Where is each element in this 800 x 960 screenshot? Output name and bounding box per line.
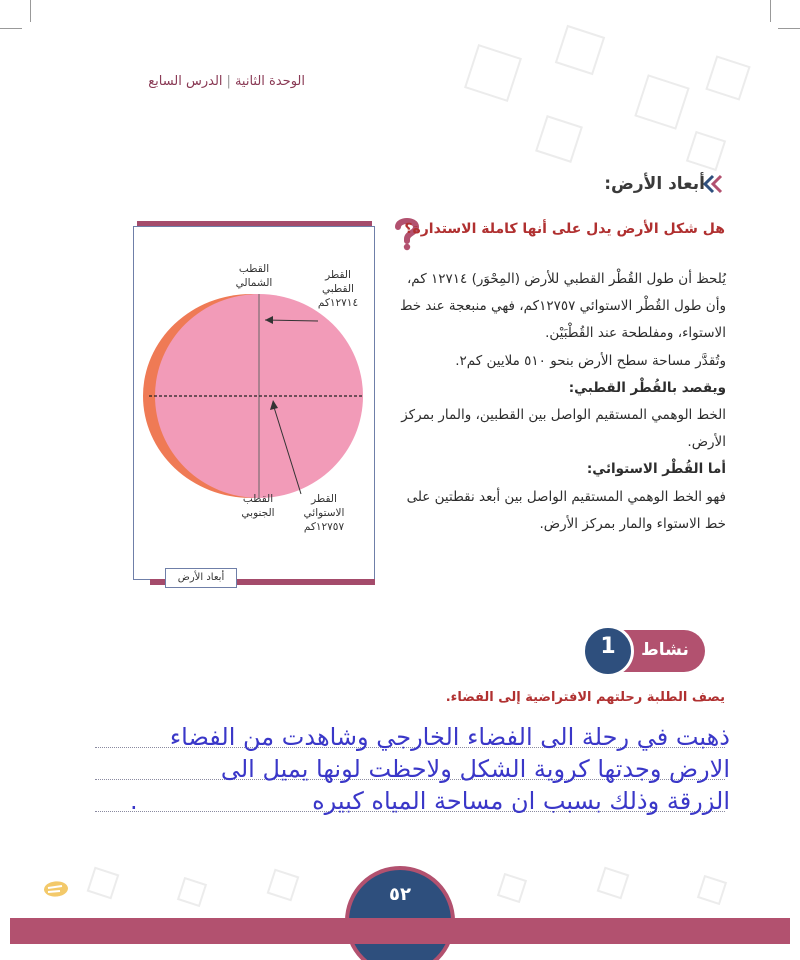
equatorial-diameter-definition: فهو الخط الوهمي المستقيم الواصل بين أبعد نقطتين على خط الاستواء والمار بمركز الأرض. xyxy=(406,488,726,532)
header-lesson: الدرس السابع xyxy=(148,74,223,89)
decor-square xyxy=(705,55,750,100)
activity-label: نشاط xyxy=(641,640,689,660)
north-pole-label: القطب الشمالي xyxy=(235,263,273,289)
answer-line-3[interactable]: الزرقة وذلك بسبب ان مساحة المياه كبيره xyxy=(312,787,730,815)
section-title: أبعاد الأرض: xyxy=(604,174,705,194)
polar-diameter-heading: ويقصد بالقُطْر القطبي: xyxy=(568,379,726,396)
publisher-logo-icon xyxy=(38,870,74,906)
activity-prompt: يصف الطلبة رحلتهم الافتراضية إلى الفضاء. xyxy=(445,690,725,705)
header-unit: الوحدة الثانية xyxy=(234,74,305,89)
decor-square xyxy=(177,877,207,907)
crop-mark xyxy=(30,0,31,22)
paragraph-diameters: يُلحظ أن طول القُطْر القطبي للأرض (المِحْوَر) ١٢٧١٤ كم، وأن طول القُطْر الاستوائي ١٢٧٥٧كم، فهي منبعجة عند خط الاستواء، ومفلطحة عند القُطْبَيْن. xyxy=(399,271,726,342)
decor-square xyxy=(555,25,605,75)
footer-bar xyxy=(10,918,790,944)
running-header xyxy=(120,74,305,89)
page-number: ٥٢ xyxy=(389,884,411,905)
equatorial-diameter-heading: أما القُطْر الاستوائي: xyxy=(586,461,726,478)
polar-diameter-label: القطر القطبي ١٢٧١٤كم xyxy=(317,269,359,309)
body-text xyxy=(386,266,726,538)
decor-square xyxy=(597,867,630,900)
decor-square xyxy=(267,869,300,902)
decor-square xyxy=(634,74,689,129)
activity-number: 1 xyxy=(600,634,616,659)
paragraph-area: وتُقدَّر مساحة سطح الأرض بنحو ٥١٠ ملايين كم٢. xyxy=(455,352,726,369)
page-number-badge xyxy=(345,866,455,960)
polar-diameter-definition: الخط الوهمي المستقيم الواصل بين القطبين، والمار بمركز الأرض. xyxy=(401,407,726,451)
decor-square xyxy=(686,131,726,171)
crop-mark xyxy=(0,28,22,29)
header-separator: | xyxy=(226,74,231,89)
answer-line-1[interactable]: ذهبت في رحلة الى الفضاء الخارجي وشاهدت من الفضاء xyxy=(169,723,730,751)
equatorial-diameter-label: القطر الاستوائي ١٢٧٥٧كم xyxy=(303,493,345,533)
crop-mark xyxy=(770,0,771,22)
south-pole-label: القطب الجنوبي xyxy=(241,493,275,519)
decor-square xyxy=(497,873,527,903)
decor-square xyxy=(697,875,727,905)
double-chevron-icon xyxy=(703,174,723,194)
decor-square xyxy=(87,867,120,900)
answer-line-2[interactable]: الارض وجدتها كروية الشكل ولاحظت لونها يميل الى xyxy=(220,755,730,783)
answer-end-mark: . xyxy=(130,787,138,815)
decor-square xyxy=(464,44,522,102)
decor-square xyxy=(535,115,583,163)
figure-caption: أبعاد الأرض xyxy=(165,568,237,588)
question-text: هل شكل الأرض يدل على أنها كاملة الاستدارة؟ xyxy=(404,221,725,237)
crop-mark xyxy=(778,28,800,29)
